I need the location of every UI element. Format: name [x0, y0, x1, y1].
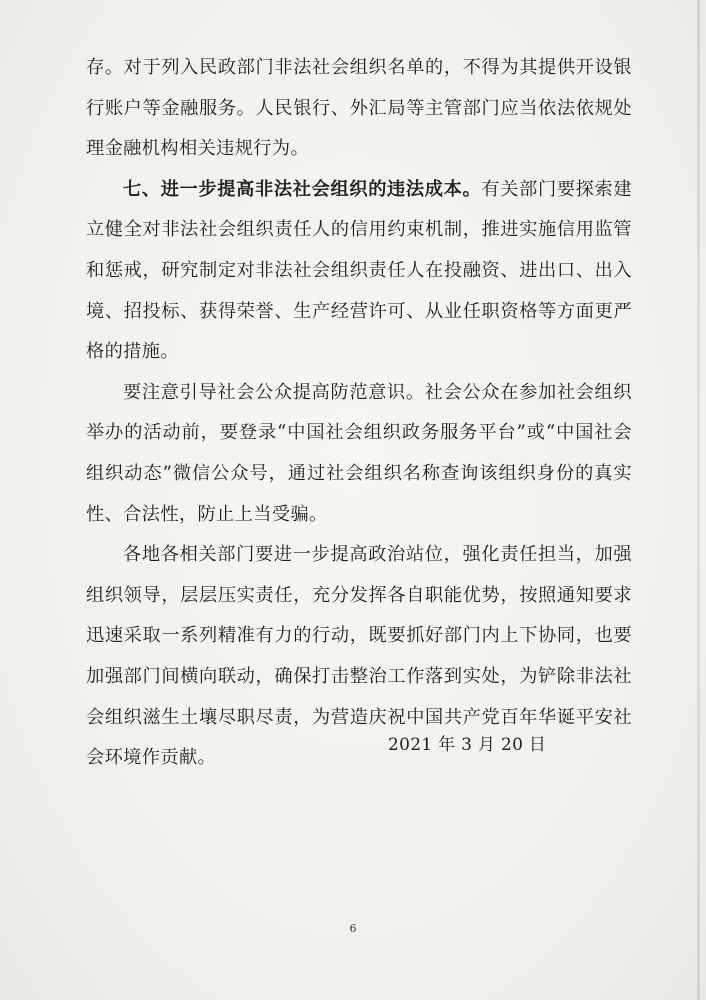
document-body [86, 48, 632, 779]
section-heading: 七、进一步提高非法社会组织的违法成本。 [123, 178, 482, 200]
paragraph-section-seven [86, 170, 632, 373]
paragraph-continuation [86, 48, 632, 170]
paragraph-text: 各地各相关部门要进一步提高政治站位，强化责任担当，加强组织领导，层层压实责任，充分发挥各自职能优势，按照通知要求迅速采取一系列精准有力的行动，既要抓好部门内上下协同，也要加强部门间横向联动，确保打击整治工作落到实处，为铲除非法社会组织滋生土壤尽职尽责，为营造庆祝中国共产党百年华诞平安社会环境作贡献。 [86, 544, 632, 769]
paragraph-text: 有关部门要探索建立健全对非法社会组织责任人的信用约束机制，推进实施信用监管和惩戒，研究制定对非法社会组织责任人在投融资、进出口、出入境、招投标、获得荣誉、生产经营许可、从业任职资格等方面更严格的措施。 [86, 178, 632, 363]
document-date: 2021 年 3 月 20 日 [388, 735, 547, 755]
paragraph-text: 存。对于列入民政部门非法社会组织名单的，不得为其提供开设银行账户等金融服务。人民银行、外汇局等主管部门应当依法依规处理金融机构相关违规行为。 [86, 57, 632, 160]
paragraph-public-awareness [86, 373, 632, 535]
paragraph-text: 要注意引导社会公众提高防范意识。社会公众在参加社会组织举办的活动前，要登录“中国社会组织政务服务平台”或“中国社会组织动态”微信公众号，通过社会组织名称查询该组织身份的真实性、合法性，防止上当受骗。 [86, 381, 632, 525]
page-number: 6 [349, 922, 357, 935]
paragraph-closing [86, 535, 632, 779]
